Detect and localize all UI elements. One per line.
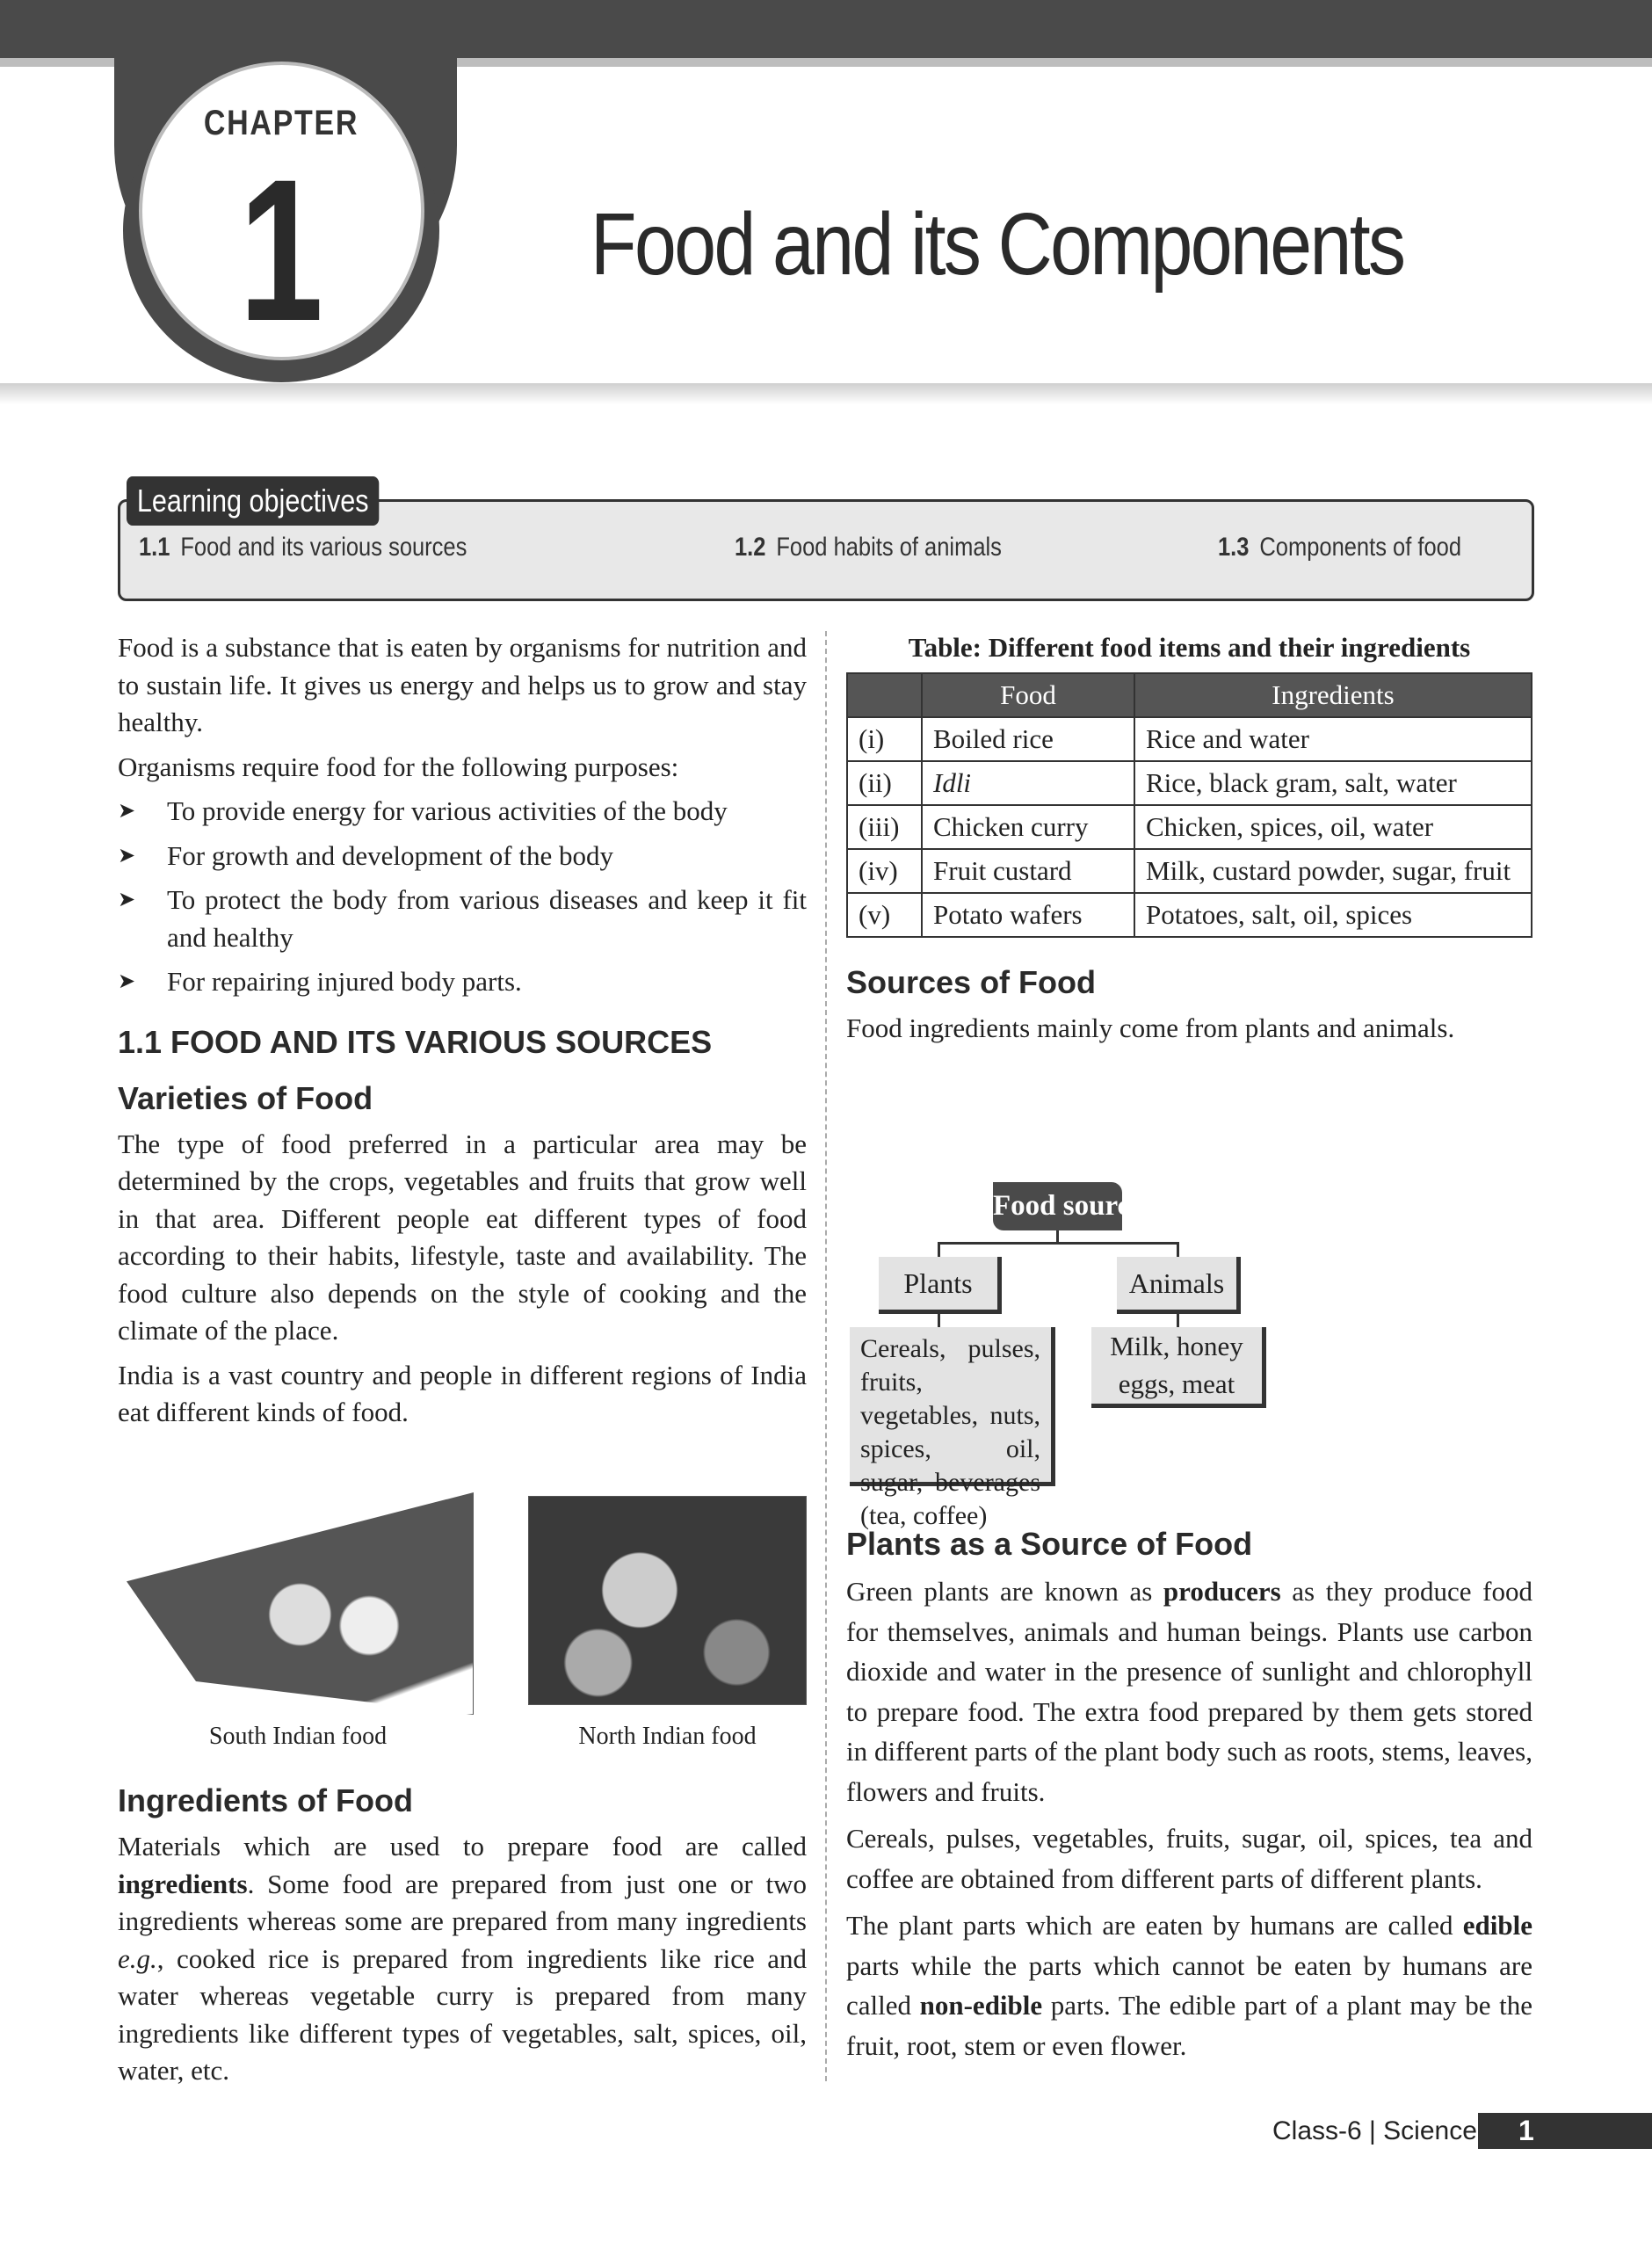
connector [938,1314,940,1328]
header-shadow [0,383,1652,404]
purposes-list [118,793,807,1001]
objective-item: 1.1 Food and its various sources [139,533,467,562]
plants-paragraph: Green plants are known as producers as they produce food for themselves, animals and human beings. Plants use carbon dioxide and water in the presence of sunlight and chlorophyll to prepare food. The extra food prepared by them gets stored in different parts of the plant body such as roots, stems, leaves, flowers and fruits. [846,1576,1532,1807]
plants-section [846,1510,1532,2065]
sources-paragraph: Food ingredients mainly come from plants and animals. [846,1012,1455,1043]
table-row: (iv) Fruit custard Milk, custard powder, sugar, fruit [847,849,1532,893]
subheading-plants: Plants as a Source of Food [846,1526,1253,1562]
table-row: (i) Boiled rice Rice and water [847,717,1532,761]
image-caption: North Indian food [578,1723,757,1750]
south-indian-food-image [127,1492,474,1715]
subheading-varieties: Varieties of Food [118,1079,373,1116]
ingredients-section [118,1767,807,2090]
objective-item: 1.2 Food habits of animals [735,533,1002,562]
diagram-plants-items: Cereals, pulses, fruits, vegetables, nuts, spices, oil, sugar, beverages (tea, coffee) [850,1327,1055,1486]
diagram-plants: Plants [879,1257,1002,1314]
list-item: ➤ To provide energy for various activities of the body [118,793,807,831]
list-item: ➤ For growth and development of the body [118,838,807,875]
connector [1177,1242,1179,1257]
subheading-sources: Sources of Food [846,963,1097,1000]
page-number: 1 [1478,2113,1652,2149]
india-paragraph: India is a vast country and people in different regions of India eat different kinds of food. [118,1359,807,1427]
north-indian-food-image [528,1496,807,1705]
right-column [846,629,1532,1047]
left-column [118,629,807,1432]
table-caption: Table: Different food items and their ingredients [908,632,1471,663]
varieties-paragraph: The type of food preferred in a particular area may be determined by the crops, vegetables and fruits that grow well in that area. Different people eat different types of food according to their habits, lifestyle, taste and availability. The food culture also depends on the style of cooking and the climate of the place. [118,1128,807,1346]
table-row: (v) Potato wafers Potatoes, salt, oil, spices [847,893,1532,937]
footer-class-subject: Class-6 | Science [1272,2116,1477,2145]
image-caption: South Indian food [208,1723,388,1750]
chapter-number: 1 [239,137,323,363]
objective-item: 1.3 Components of food [1218,533,1462,562]
section-heading: 1.1 FOOD AND ITS VARIOUS SOURCES [118,1023,713,1060]
page-title: Food and its Components [591,195,1404,294]
intro-paragraph: Food is a substance that is eaten by organisms for nutrition and to sustain life. It gives us energy and helps us to grow and stay healthy. [118,632,807,737]
table-header-row: Food Ingredients [847,673,1532,717]
learning-objectives-label: Learning objectives [127,476,379,526]
column-divider [825,631,827,2081]
top-bar [0,0,1652,58]
diagram-animals: Animals [1117,1257,1241,1314]
connector [1177,1314,1179,1328]
table-row: (ii) Idli Rice, black gram, salt, water [847,761,1532,805]
table-row: (iii) Chicken curry Chicken, spices, oil, water [847,805,1532,849]
subheading-ingredients: Ingredients of Food [118,1782,413,1818]
chapter-label: CHAPTER [203,104,359,142]
ingredients-table [846,672,1532,938]
list-item: ➤ For repairing injured body parts. [118,963,807,1001]
list-item: ➤ To protect the body from various diseases and keep it fit and healthy [118,882,807,956]
connector [938,1242,940,1257]
plants-paragraph: Cereals, pulses, vegetables, fruits, sugar, oil, spices, tea and coffee are obtained from different parts of different plants. [846,1823,1532,1894]
ingredients-paragraph: Materials which are used to prepare food are called ingredients. Some food are prepared from just one or two ingredients whereas some are prepared from many ingredients e.g., cooked rice is prepared from ingredients like rice and water whereas vegetable curry is prepared from many ingredients like different types of vegetables, salt, spices, oil, water, etc. [118,1831,807,2086]
diagram-root: Food sources [993,1182,1122,1230]
plants-paragraph: The plant parts which are eaten by humans are called edible parts while the parts which cannot be eaten by humans are called non-edible parts. The edible part of a plant may be the fruit, root, stem or even flower. [846,1910,1532,2061]
diagram-animals-items: Milk, honey eggs, meat [1091,1327,1266,1408]
connector [938,1242,1179,1245]
purposes-intro: Organisms require food for the following purposes: [118,751,679,782]
